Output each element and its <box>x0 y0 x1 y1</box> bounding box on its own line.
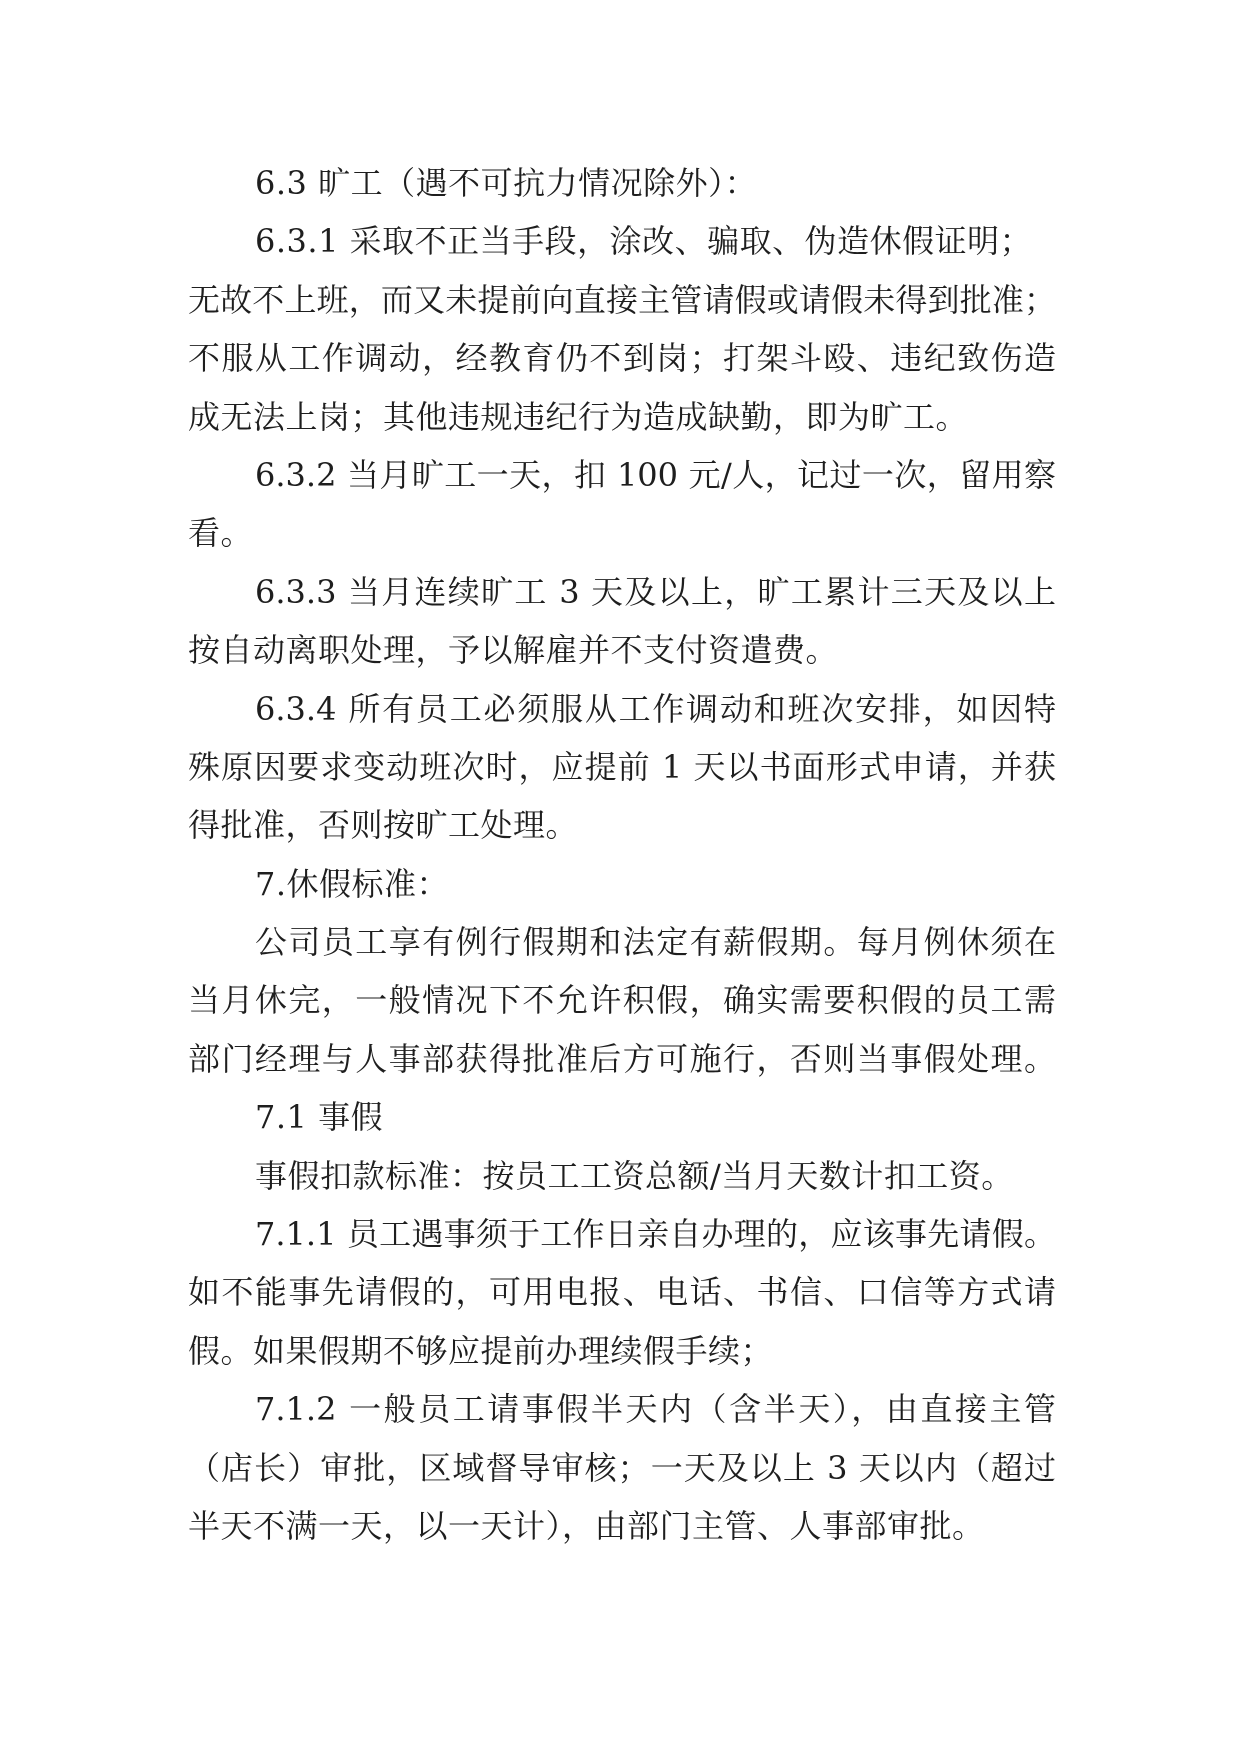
text-line: 6.3.4 所有员工必须服从工作调动和班次安排，如因特 <box>255 689 1056 728</box>
text-line: 6.3.2 当月旷工一天，扣 100 元/人，记过一次，留用察 <box>255 455 1056 494</box>
text-line: 不服从工作调动，经教育仍不到岗；打架斗殴、违纪致伤造 <box>188 339 1056 378</box>
paragraph-deduction-standard <box>188 1147 1056 1205</box>
document-body <box>188 154 1056 1555</box>
text-line: 半天不满一天，以一天计），由部门主管、人事部审批。 <box>188 1506 985 1545</box>
heading-7-1-personal-leave <box>188 1088 1056 1146</box>
paragraph-6-3-4 <box>188 680 1056 855</box>
paragraph-6-3-1 <box>188 212 1056 446</box>
text-line: 得批准，否则按旷工处理。 <box>188 806 579 845</box>
heading-6-3-absence <box>188 154 1056 212</box>
heading-7-leave-standard <box>188 855 1056 913</box>
text-line: 按自动离职处理，予以解雇并不支付资遣费。 <box>188 631 839 670</box>
text-line: 殊原因要求变动班次时，应提前 1 天以书面形式申请，并获 <box>188 747 1056 786</box>
text-line: 部门经理与人事部获得批准后方可施行，否则当事假处理。 <box>188 1039 1056 1078</box>
text-line: 6.3.1 采取不正当手段，涂改、骗取、伪造休假证明； <box>255 222 1033 261</box>
text-line: 看。 <box>188 514 254 553</box>
text-line: （店长）审批，区域督导审核；一天及以上 3 天以内（超过 <box>188 1448 1056 1487</box>
text-line: 7.1.1 员工遇事须于工作日亲自办理的，应该事先请假。 <box>255 1215 1056 1254</box>
text-line: 事假扣款标准：按员工工资总额/当月天数计扣工资。 <box>255 1156 1014 1195</box>
text-line: 7.1.2 一般员工请事假半天内（含半天），由直接主管 <box>255 1390 1056 1429</box>
paragraph-7-1-1 <box>188 1205 1056 1380</box>
text-line: 6.3.3 当月连续旷工 3 天及以上，旷工累计三天及以上 <box>255 572 1056 611</box>
text-line: 6.3 旷工（遇不可抗力情况除外）： <box>255 164 758 202</box>
text-line: 如不能事先请假的，可用电报、电话、书信、口信等方式请 <box>188 1273 1056 1312</box>
paragraph-7-1-2 <box>188 1380 1056 1555</box>
text-line: 假。如果假期不够应提前办理续假手续； <box>188 1331 774 1370</box>
text-line: 无故不上班，而又未提前向直接主管请假或请假未得到批准； <box>188 280 1056 319</box>
text-line: 7.休假标准： <box>255 864 450 903</box>
text-line: 7.1 事假 <box>255 1098 384 1137</box>
text-line: 公司员工享有例行假期和法定有薪假期。每月例休须在 <box>255 923 1056 962</box>
text-line: 当月休完，一般情况下不允许积假，确实需要积假的员工需 <box>188 981 1056 1020</box>
paragraph-7-intro <box>188 913 1056 1088</box>
paragraph-6-3-3 <box>188 563 1056 680</box>
text-line: 成无法上岗；其他违规违纪行为造成缺勤，即为旷工。 <box>188 397 969 436</box>
paragraph-6-3-2 <box>188 446 1056 563</box>
